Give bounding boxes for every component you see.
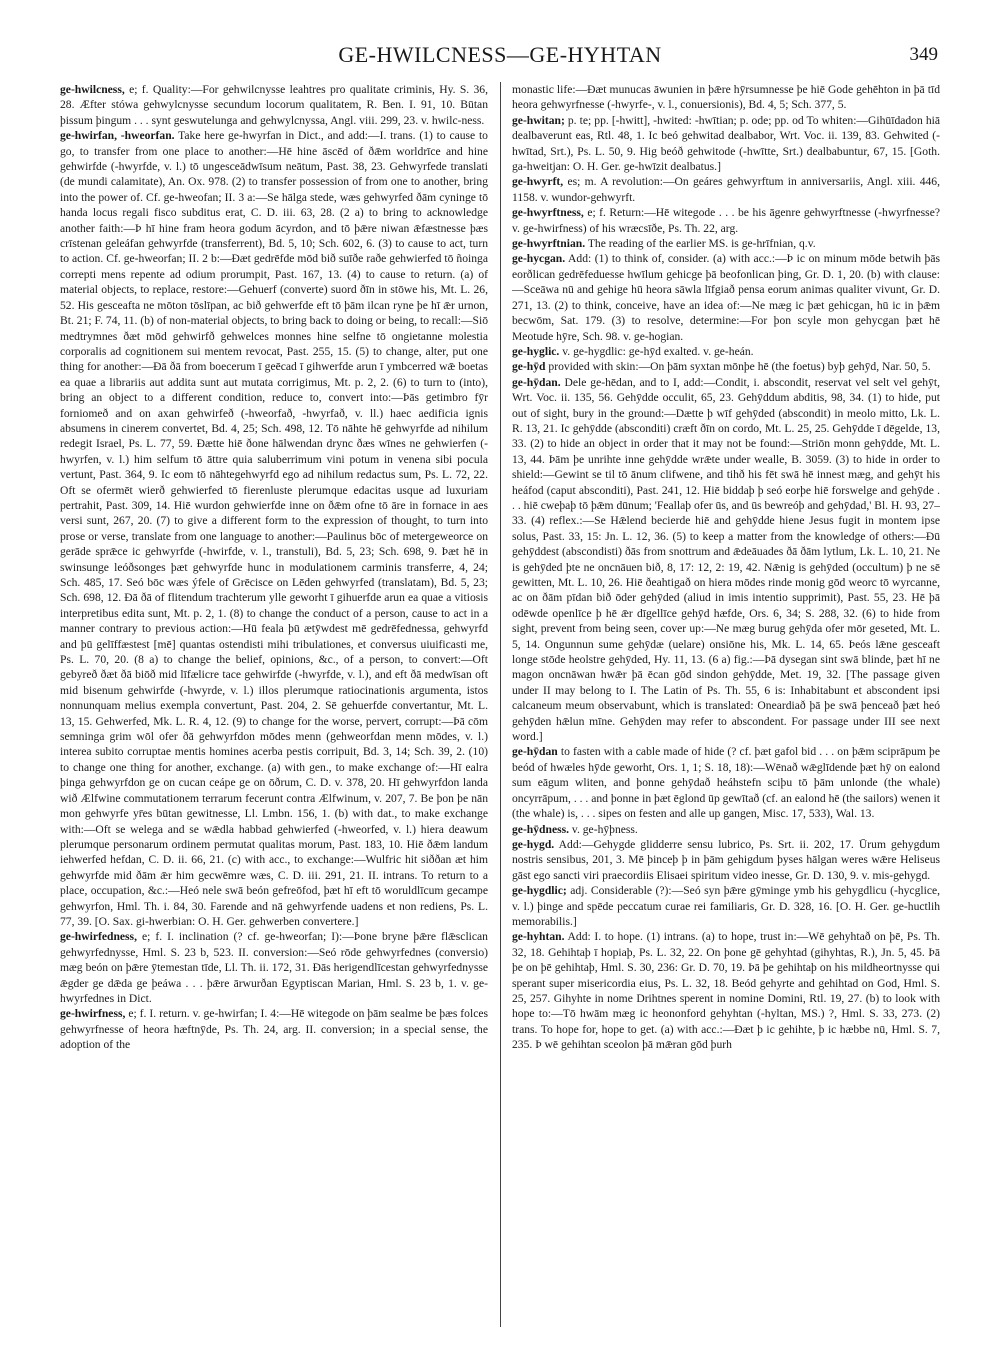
entry-text: es; m. A revolution:—On geáres gehwyrftum in anniversariis, Angl. xiii. 446, 1158. v. wundor-gehwyrft. [512,175,940,204]
entry-text: Add:—Gehygde glidderre sensu lubrico, Ps. Srt. ii. 202, 17. Ūrum gehygdum nostris sensibus, 201, 3. Mē þinceþ þ in þām gehigdum þyses hālgan weres wǣre Heliseus gāst ego sancti viri praecordiis Elisaei spiritum video inesse, Gr. D. 130, 9. v. mis-gehygd. [512,837,940,882]
dictionary-entry [60,82,488,128]
entry-headword: ge-hwilcness, [60,83,125,96]
left-column [60,82,488,1327]
entry-headword: ge-hȳdan. [512,375,561,389]
dictionary-entry [512,236,940,251]
entry-text: e; f. I. inclination (? cf. ge-hweorfan; I):—Þone bryne þǣre flǣsclican gehwyrfednysse, Hml. S. 23 b, 523. II. conversion:—Seó rōde gehwyrfednes (conversio) mæg beón on þǣre ȳtemestan tīde, Ll. Th. ii. 172, 31. Ðās herigendlīcestan gehwyrfednysse ǣgder ge dǣda ge þeáwa . . . þǣre ārwurðan Egyptiscan Marian, Hml. S. 23 b, 1. v. ge-hwyrfednes in Dict. [60,930,488,1005]
column-divider [500,82,501,1327]
entry-text: Add: (1) to think of, consider. (a) with acc.:—Þ ic on minum mōde betwih þās eorðlican gedrēfeduesse hwīlum gehicge þā beofonlican þing, Gr. D. 1, 20. (b) with clause:—Sceāwa nū and gehige hū heora sāwla līfgiað pensa eorum animas qualiter vivunt, Gr. D. 271, 13. (2) to think, conceive, have an idea of:—Ne mæg ic þæt gehicgan, hū ic in þǣm becwōm, Sat. 179. (3) to resolve, determine:—For þon scyle mon gehycgan þæt hē Meotude hȳre, Sch. 98. v. ge-hogian. [512,252,940,343]
dictionary-entry [512,205,940,236]
entry-headword: ge-hygd. [512,837,555,851]
entry-text: The reading of the earlier MS. is ge-hrīfnian, q.v. [587,237,816,251]
dictionary-entry [512,82,940,113]
page-number: 349 [909,44,938,65]
two-column-body [60,82,940,1327]
dictionary-entry [60,128,488,929]
entry-text: v. ge-hygdlic: ge-hȳd exalted. v. ge-heán. [562,344,754,358]
entry-headword: ge-hyhtan. [512,930,565,944]
dictionary-entry [512,375,940,745]
entry-headword: ge-hȳd [512,360,546,374]
entry-text: e; f. Return:—Hē witegode . . . be his āgenre gehwyrftnesse (-hwyrfnesse? v. ge-hwirfness) of his wræcsīðe, Ps. Th. 22, arg. [512,206,940,235]
dictionary-entry [512,251,940,343]
dictionary-entry [60,929,488,1006]
dictionary-entry [512,359,940,374]
entry-headword: ge-hwirfedness, [60,930,137,944]
entry-headword: ge-hwyrft, [512,175,564,189]
entry-headword: ge-hwyrftnian. [512,237,586,251]
entry-headword: ge-hwirfan, -hweorfan. [60,129,175,143]
entry-text: v. ge-hȳþness. [571,822,638,836]
entry-headword: ge-hwirfness, [60,1007,126,1021]
entry-text: adj. Considerable (?):—Seó syn þǣre gȳminge ymb his gehygdlicu (-hycglice, v. l.) þinge and spēde peccatum curae rei familiaris, Gr. D. 328, 16. [O. H. Ger. ge-huctlih memorabilis.] [512,884,940,928]
entry-text: Add: I. to hope. (1) intrans. (a) to hope, trust in:—Wē gehyhtað on þē, Ps. Th. 32, 18. Gehihtaþ ī hopiaþ, Ps. L. 32, 22. On þone gē gehyhtad (gihyhtas, R.), Jn. 5, 45. Þā þe on þē gehihtaþ, Hml. S. 30, 236: Gr. D. 70, 19. Þā þe gehihtaþ on his mildheortnysse qui sperant super misericordia eius, Ps. L. 32, 18. Beód gehyrte and gehihtad on God, Hml. S. 25, 257. Gihyhte in nome Drihtnes sperent in nomine Domini, Rtl. 19, 27. (b) to look with hope to:—Tō hwām mæg ic heononford gehyhtan (-hyltan, MS.) ?, Hml. S. 33, 273. (2) trans. To hope for, hope to get. (a) with acc.:—Ðæt þ ic gehihte, þ ic hæbbe nū, Hml. S. 7, 235. Þ wē gehihtan sceolon þā mǣran gōd þurh [512,930,940,1052]
entry-headword: ge-hycgan. [512,252,566,266]
entry-text: p. te; pp. [-hwitt], -hwited: -hwītian; p. ode; pp. od To whiten:—Gihūīdadon hiā dealbaverunt eas, Rtl. 48, 1. Ic beó gehwitad dealbabor, Wrt. Voc. ii. 139, 83. Gehwited (-hwītad, Srt.), Ps. L. 50, 9. Hig beóð gehwitode (-hwītte, Srt.) dealbabuntur, 67, 15. [Goth. ga-hweitjan: O. H. Ger. ge-hwīzit dealbatus.] [512,113,940,174]
entry-headword: ge-hwyrftness, [512,206,584,220]
entry-text: Dele ge-hēdan, and to I, add:—Condit, i. abscondit, reservat vel selt vel gehȳt, Wrt. Voc. ii. 135, 56. Gehȳdde occulit, 65, 23. Gehȳddum abditis, 98, 34. (1) to hide, put out of sight, bury in the ground:—Dætte þ wīf gehȳded (abscondit) in meolo mitto, Lk. L. R. 13, 21. Ic gehȳdde (absconditi) cræft ðīn on cordo, Mt. L. 25, 25. Gehȳdde ī dēgelde, 13, 33. (2) to hide an object in order that it may not be found:—Striōn monn gehȳdde, Mt. L. 13, 44. Þām þe unrihte inne gehȳdde wrǣte under wealle, B. 3059. (3) to hide in order to shield:—Gewint se til tō ānum clifwene, and tihð his fēt swā hē innest mæg, and gehȳt his heáfod (caput absconditi), Past. 241, 12. Hiē biddaþ þ seó eorþe hiē forswelge and gehȳde . . . hiē cweþaþ tō þǣm dūnum; 'Feallaþ ofer ūs, and ūs bewreóþ and gehȳdad,' Bl. H. 93, 27–33. (4) reflex.:—Se Hǣlend becierde hiē and gehȳdde hiene Jesus fugit in montem ipse solus, Past. 33, 15: Jn. L. 12, 36. (5) to keep a matter from the knowledge of others:—Ðū gehȳddest (abscondisti) ðās from snottrum and ǣdeāuades ðā ðām lytlum, Lk. L. 10, 21. Ne is gehȳded þte ne oncnāuen bið, 8, 17: 12, 2: 19, 42. Nǣnig is gehȳded (occultum) þ ne sē gewitten, Mt. L. 10, 26. Hiē ðeahtigað on hiera mōdes rinde monig gōd weorc tō wyrcanne, ac on ðām pīdan bið ōder gehȳded (aliud in imis intentio supprimit), Past. 55, 23. Hē þā odēwde openlīce þ hē ǣr dīgellīce gehȳd hæfde, Ors. 6, 34; S. 288, 32. (6) to hide from sight, prevent from being seen, cover up:—Ne mæg burug gehȳda ofer mōr geseted, Mt. L. 5, 14. Ongunnun sume gehȳdæ (uelare) onsiōne his, Mk. L. 14, 65. Þeós lǣne gesceaft longe stōde heolstre gehȳded, Hy. 11, 13. (6 a) fig.:—Þā dysegan sint swā blinde, þæt hī ne magon oncnāwan hwǣr þā ēcan gōd sindon gehȳdde, Met. 19, 32. [The passage given under II may belong to I. The Latin of Ps. Th. 55, 6 is: Inhabitabunt et abscondent ipsi calcaneum meum observabunt, which is translated: Oneardiað þā þe swā þenceað þæt heó gehȳden hǣlun mīne. Gehȳden may refer to abscondent. For passage under III see next word.] [512,375,940,744]
dictionary-entry [512,837,940,883]
entry-headword: ge-hyglic. [512,344,560,358]
entry-headword: ge-hȳdan [512,745,558,759]
dictionary-entry [60,1006,488,1052]
dictionary-entry [512,822,940,837]
entry-text: monastic life:—Ðæt munucas āwunien in þǣre hȳrsumnesse þe hiē Gode gehēhton in þā tīd heora gehwyrfnesse (-hwyrfe-, v. l., conuersionis), Bd. 4, 5; Sch. 377, 5. [512,83,940,112]
running-title: GE-HWILCNESS—GE-HYHTAN [338,42,662,67]
dictionary-entry [512,174,940,205]
entry-text: provided with skin:—On þām syxtan mōnþe hē (the foetus) byþ gehȳd, Nar. 50, 5. [548,360,931,374]
right-column [512,82,940,1327]
entry-text: to fasten with a cable made of hide (? cf. þæt gafol bid . . . on þǣm sciprāpum þe beód of hwæles hȳde geworht, Ors. 1, 1; S. 18, 18):—Wēnað wǣglīdende þæt hȳ on ealond sum eāgum wliten, and þonne gehȳdað heáhstefn sciþu tō þām unlonde (the whale) oncyrrāpum, . . . and þonne in þæt ēglond ūp gewītað (cf. an ealond hē (the sailors) wenen it (the whale) is, . . . sipes on festen and alle up gangen, Misc. 17, 533), Wal. 13. [512,745,940,821]
dictionary-entry [512,883,940,929]
entry-headword: ge-hwitan; [512,113,565,127]
dictionary-entry [512,744,940,821]
entry-text: Take here ge-hwyrfan in Dict., and add:—I. trans. (1) to cause to go, to transfer from one place to another:—Hē hine āscēd of ðǣm worldrīce and hine gehwirfde (-hwyrfde, v. l.) tō ungesceādwīsum neātum, Past. 38, 23. Gehwyrfede translati (de mundi calamitate), An. Ox. 978. (2) to transfer possession of from one to another, bring into the power of. Cf. ge-hweofan; II. 3 a:—Se hālga stede, wæs gehwyrfed ðām cyninge tō handa locus regali fisco subditus erat, C. D. iii. 63, 28. (2 a) to bring to acknowledge another faith:—Þ hī hine fram heora godum ācyrdon, and tō þǣre niwan ǣfæstnesse þæs crīstenan geleáfan gehwyrfde (transferrent), Bd. 5, 10; Sch. 602, 6. (3) to cause to act, turn to action. Cf. ge-hweorfan; II. 2 b:—Ðæt gedrēfde mōd bið suīðe raðe gehwierfed tō ñoinga correpti mens repente ad odium prorumpit, Past. 167, 13. (4) to cause to return. (a) of material objects, to replace, restore:—Gehuerf (converte) suord ðīn in stōwe his, Mt. L. 26, 52. His gesceafta ne mōton tōslīpan, ac bið gehwerfde eft tō þām ilcan ryne þe hī ǣr urnon, Bt. 21; F. 74, 11. (b) of non-material objects, to bring back to doing or being, to recall:—Siō medtrymnes ðæt mōd gehwirfð gehwelces monnes hine selfne tō ongietanne molestia corporalis ad cognitionem sui mentem revocat, Past. 255, 15. (5) to change, alter, put one thing for another:—Ðā ðā from boecerum ī geēcad ī gihwerfde arun ī ymbcerred wǣ boetas ea quae a librariis aut addita sunt aut mutata corrigimus, Mt. p. 2, 2. (6) to turn to (into), bring an object to a different condition, reduce to, convert into:—Þās getimbro fȳr forniomeð and on axan gehwirfeð (-hweorfað, -hwyrfað, v. ll.) haec aedificia ignis absumens in cinerem convertet, Bd. 4, 25; Sch. 498, 12. Tō nāhte hē gehwyrfde ad nihilum redegit Israel, Ps. L. 77, 59. Ðætte hiē ðone hālwendan drync ðæs wīnes ne gehwierfen (-hwyrfen, v. l.) him selfum tō āttre quia saluberrimum vini potum in venena sibi pocula vertunt, Past. 364, 9. Ic eom tō nāhtegehwyrfd ego ad nihilum redactus sum, Ps. L. 72, 22. Oft se ofermēt wierð gehwierfed tō fierenluste plerumque edacitas usque ad luxuriam pertrahit, Past. 309, 14. Hiē wurdon gehwierfde inne on ðǣm ofne tō āre in fornace in aes versi sunt, 267, 20. (7) to give a different form to the expression of thought, to turn into prose or verse, translate from one language to another:—Paulinus bōc of metergeweorce on gerāde sprǣce ic gehwyrfde (-hwirfde, v. l., transtuli), Bd. 5, 23; Sch. 698, 9. Þæt hē in swinsunge leóðsonges þæt gehwyrfde hunc in modulationem carminis transferre, 4, 24; Sch. 485, 17. Seó bōc wæs ýfele of Grēcisce on Lēden gehwyrfed (translatam), Bd. 5, 23; Sch. 698, 12. Ðā ðā of flitendum trachterum ylle geworht ī gihuerfde arun ea quae a vitiosis interpretibus edita sunt, Mt. p. 2, 1. (8) to change the conduct of a person, cause to act in a manner contrary to previous action:—Hū feala þū ætȳwdest mē gedrēfednessa, gehwyrfd and þū gelīffæstest [mē] quantas ostendisti mihi tribulationes, et conversus uiuificasti me, Ps. L. 70, 20. (8 a) to change the belief, opinions, &c., of a person, to convert:—Oft gebyreð ðæt ðā biōð mid līfælicre tace gehwirfde (-hwyrfde, v. l.), and eft ðā medwīsan oft mid bisenum gehwirfde (-hwyrde, v. l.) illos plerumque ratiocinationis argumenta, istos nonnunquam melius exempla convertunt, Past. 204, 2. Sē gehuerfde convertantur, Mt. L. 13, 15. Gehwerfed, Mk. L. R. 4, 12. (9) to change for the worse, pervert, corrupt:—Þā cōm semninga grim wōl ofer ðā gehwyrfdon mōdes menn (gehweorfdan menn mōdes, v. l.) interea subito corruptae mentis homines acerba pestis corripuit, Bd. 3, 14; Sch. 39, 2. (10) to change one thing for another, exchange. (a) with gen., to make exchange of:—Hī ealra þinga gehwyrfdon ge on cucan ceápe ge on ōðrum, C. D. v. 378, 20. Hī gehwyrfdon landa wið Ælfwine commutationem terrarum fecerunt contra Ælfwinum, v. 207, 7. Be þon þe nān mon gehwyrfe yr̄es būtan gewitnesse, Ll. Lmbn. 156, 1. (b) with dat., to make exchange with:—Oft se welega and se wǣdla habbad gehwierfed (-hweorfed, v. l.) hiera deawum plerumque personarum ordinem permutat qualitas morum, Past. 183, 10. Hiē ðǣm landum iehwerfed hefdan, C. D. ii. 66, 21. (c) with acc., to exchange:—Wulfric hit siððan æt him gehwyrfde mid ðām ǣr him gecwēmre wæs, C. D. iii. 291, 21. II. intrans. To return to a place, occupation, &c.:—Heó nele swā beón gefreōfod, þæt hī eft tō woruldlīcum gecampe gehwyrfon, Hml. Th. i. 84, 30. Farende and nā gehwyrfende uadens et non rediens, Ps. L. 77, 39. [O. Sax. gi-hwerbian: O. H. Ger. gehwerben convertere.] [60,129,488,928]
dictionary-entry [512,113,940,175]
entry-headword: ge-hȳdness. [512,822,570,836]
dictionary-entry [512,344,940,359]
entry-text: e; f. I. return. v. ge-hwirfan; I. 4:—Hē witegode on þām sealme be þæs folces gehwyrfnesse of heora hæftnȳde, Ps. Th. 24, arg. II. conversion; in a special sense, the adoption of the [60,1007,488,1052]
entry-headword: ge-hygdlic; [512,884,567,898]
entry-text: e; f. Quality:—For gehwilcnysse leahtres pro qualitate criminis, Hy. S. 36, 28. Æfter stówa gehwylcnysse secundum locorum qualitatem, R. Ben. I. 91, 10. Būtan þissum þingum . . . synt geswutelunga and gehwylcnyssa, Angl. viii. 299, 23. v. hwilc-ness. [60,83,488,127]
dictionary-entry [512,929,940,1052]
